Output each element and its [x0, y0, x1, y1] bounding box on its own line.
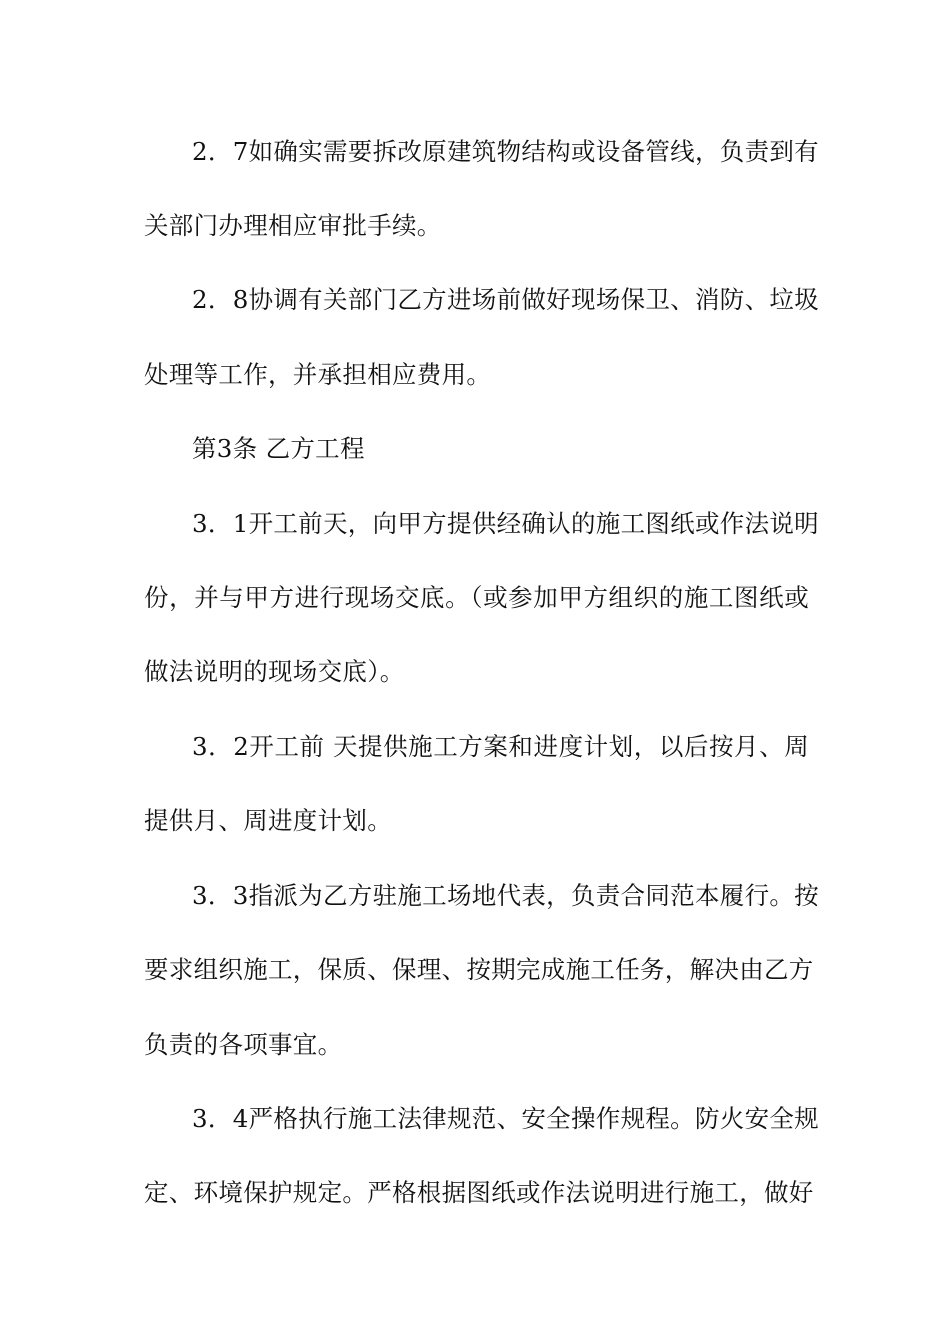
- clause-2-8-line-1: 2．8协调有关部门乙方进场前做好现场保卫、消防、垃圾: [192, 285, 819, 314]
- clause-3-2-line-1: 3．2开工前 天提供施工方案和进度计划，以后按月、周: [192, 732, 809, 761]
- clause-3-3-line-3: 负责的各项事宜。: [144, 1030, 343, 1059]
- clause-3-4-line-1: 3．4严格执行施工法律规范、安全操作规程。防火安全规: [192, 1104, 819, 1133]
- clause-3-3-line-1: 3．3指派为乙方驻施工场地代表，负责合同范本履行。按: [192, 881, 819, 910]
- clause-3-1-line-1: 3．1开工前天，向甲方提供经确认的施工图纸或作法说明: [192, 509, 819, 538]
- clause-2-7-line-1: 2．7如确实需要拆改原建筑物结构或设备管线，负责到有: [192, 137, 819, 166]
- clause-3-1-line-3: 做法说明的现场交底）。: [144, 657, 405, 686]
- clause-3-4-line-2: 定、环境保护规定。严格根据图纸或作法说明进行施工，做好: [144, 1178, 814, 1207]
- clause-3-3-line-2: 要求组织施工，保质、保理、按期完成施工任务，解决由乙方: [144, 955, 814, 984]
- clause-2-7-line-2: 关部门办理相应审批手续。: [144, 211, 442, 240]
- clause-3-2-line-2: 提供月、周进度计划。: [144, 806, 392, 835]
- clause-3-1-line-2: 份，并与甲方进行现场交底。（或参加甲方组织的施工图纸或: [144, 583, 809, 612]
- clause-2-8-line-2: 处理等工作，并承担相应费用。: [144, 360, 492, 389]
- section-heading-article-3: 第3条 乙方工程: [192, 434, 365, 463]
